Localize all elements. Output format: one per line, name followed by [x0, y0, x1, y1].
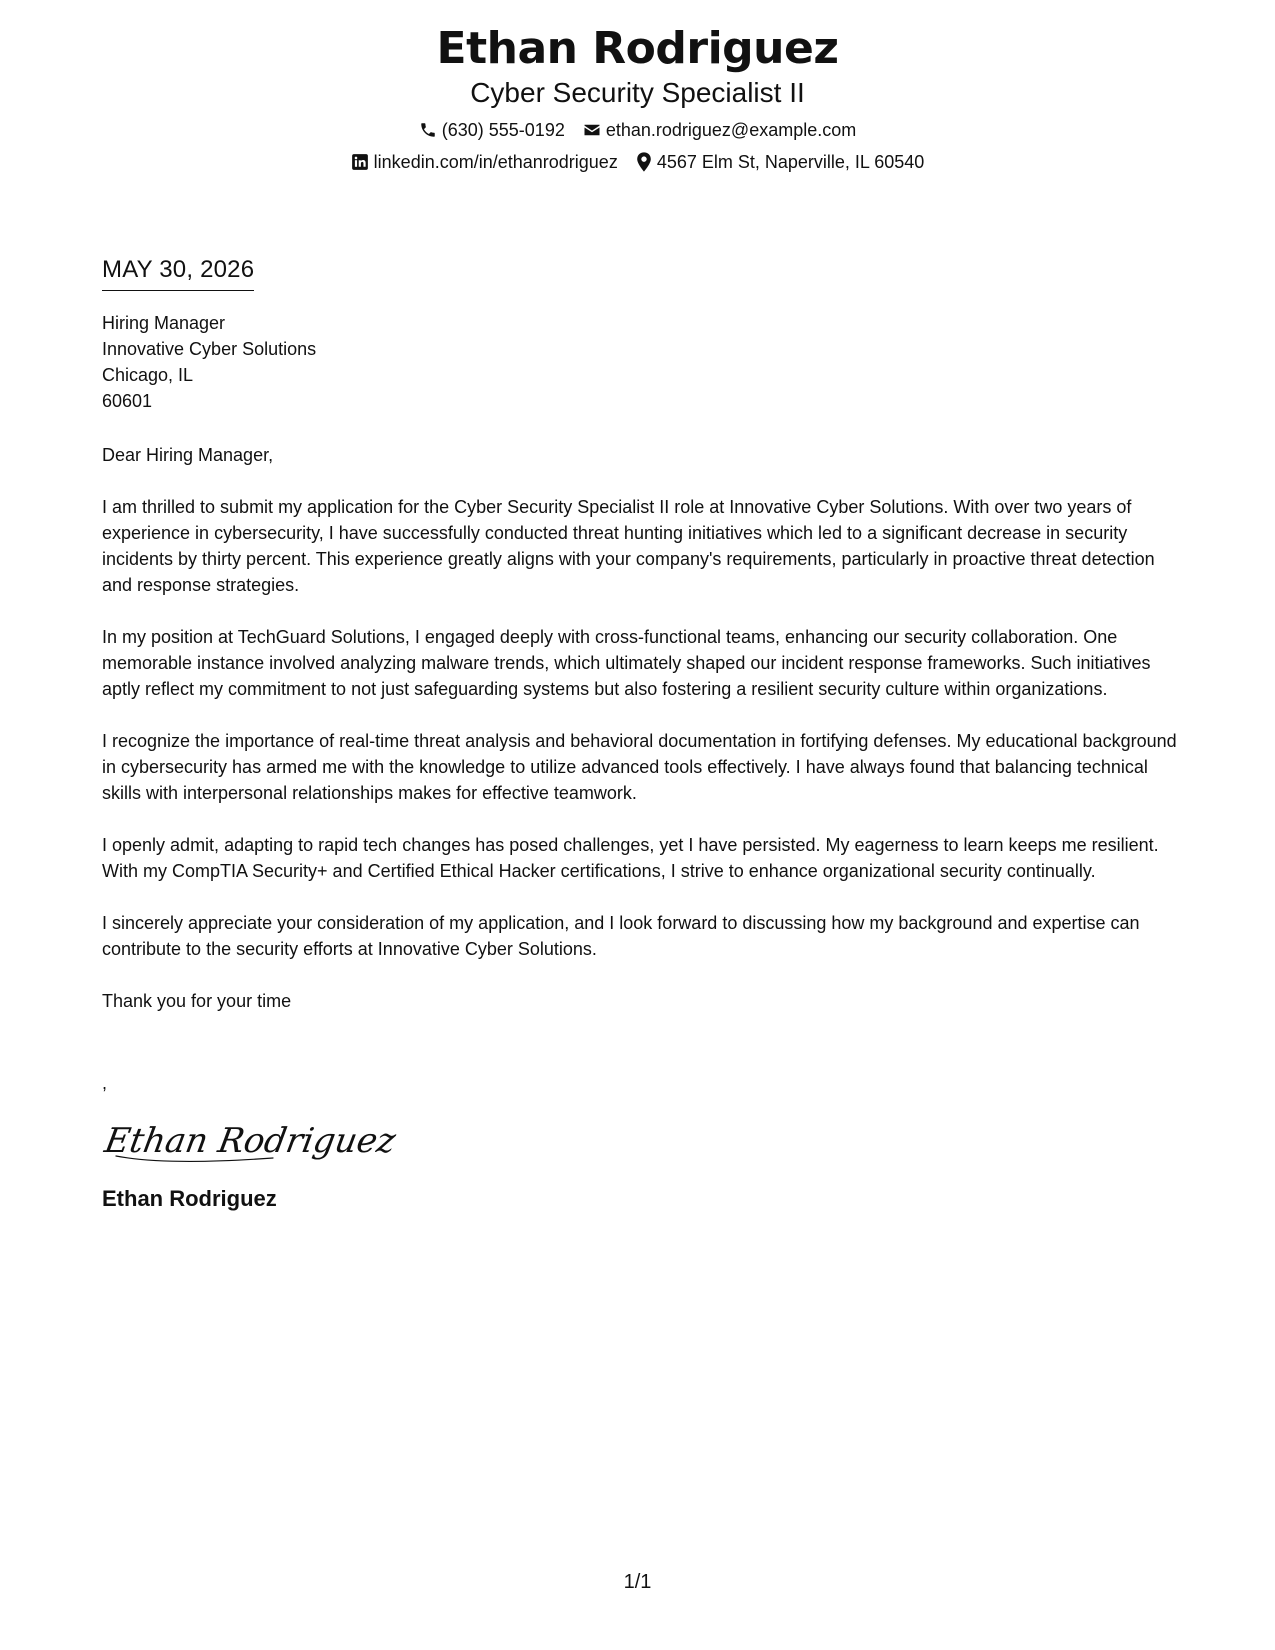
- applicant-name: Ethan Rodriguez: [436, 23, 839, 74]
- body-paragraph: I openly admit, adapting to rapid tech changes has posed challenges, yet I have persisted. My eagerness to learn keeps me resilient. With my CompTIA Security+ and Certified Ethical Hacker certifications, I strive to enhance organizational security continually.: [102, 835, 1159, 881]
- linkedin-contact: [351, 150, 618, 174]
- letter-body: [102, 254, 1182, 1214]
- linkedin-icon: [351, 153, 369, 171]
- job-title: Cyber Security Specialist II: [470, 77, 805, 108]
- handwritten-signature: [101, 1114, 399, 1170]
- contact-row-primary: [0, 118, 1275, 142]
- linkedin-url: linkedin.com/in/ethanrodriguez: [373, 152, 618, 172]
- street-address: 4567 Elm St, Naperville, IL 60540: [656, 152, 925, 172]
- recipient-line: Hiring Manager: [102, 313, 226, 333]
- recipient-line: Chicago, IL: [102, 365, 194, 385]
- phone-contact: [419, 118, 565, 142]
- map-marker-icon: [636, 152, 652, 172]
- phone-icon: [419, 121, 437, 139]
- address-contact: [636, 150, 925, 174]
- body-paragraph: In my position at TechGuard Solutions, I engaged deeply with cross-functional teams, enhancing our security collaboration. One memorable instance involved analyzing malware trends, which ultimately shaped our incident response frameworks. Such initiatives aptly reflect my commitment to not just safeguarding systems but also fostering a resilient security culture within organizations.: [102, 627, 1151, 699]
- body-paragraph: I recognize the importance of real-time threat analysis and behavioral documentation in fortifying defenses. My educational background in cybersecurity has armed me with the knowledge to utilize advanced tools effectively. I have always found that balancing technical skills with interpersonal relationships makes for effective teamwork.: [102, 731, 1177, 803]
- recipient-line: Innovative Cyber Solutions: [102, 339, 317, 359]
- recipient-line: 60601: [102, 391, 153, 411]
- body-paragraph: I am thrilled to submit my application for the Cyber Security Specialist II role at Innovative Cyber Solutions. With over two years of experience in cybersecurity, I have successfully conducted threat hunting initiatives which led to a significant decrease in security incidents by thirty percent. This experience greatly aligns with your company's requirements, particularly in proactive threat detection and response strategies.: [102, 497, 1155, 595]
- salutation: Dear Hiring Manager,: [102, 445, 274, 465]
- closing-comma: ,: [102, 1073, 108, 1093]
- phone-number: (630) 555-0192: [441, 120, 565, 140]
- page-number: 1/1: [623, 1571, 652, 1593]
- body-paragraph: I sincerely appreciate your consideration of my application, and I look forward to discussing how my background and expertise can contribute to the security efforts at Innovative Cyber Solutions.: [102, 913, 1140, 959]
- letter-date: MAY 30, 2026: [102, 254, 254, 291]
- recipient-block: [102, 310, 1182, 414]
- signature-script: Ethan Rodriguez: [101, 1121, 399, 1161]
- closing-line: Thank you for your time: [102, 991, 292, 1011]
- signed-name: Ethan Rodriguez: [102, 1186, 277, 1211]
- envelope-icon: [583, 121, 601, 139]
- email-contact: [583, 118, 856, 142]
- contact-row-secondary: [0, 150, 1275, 174]
- email-address: ethan.rodriguez@example.com: [605, 120, 857, 140]
- letter-header: [0, 22, 1275, 174]
